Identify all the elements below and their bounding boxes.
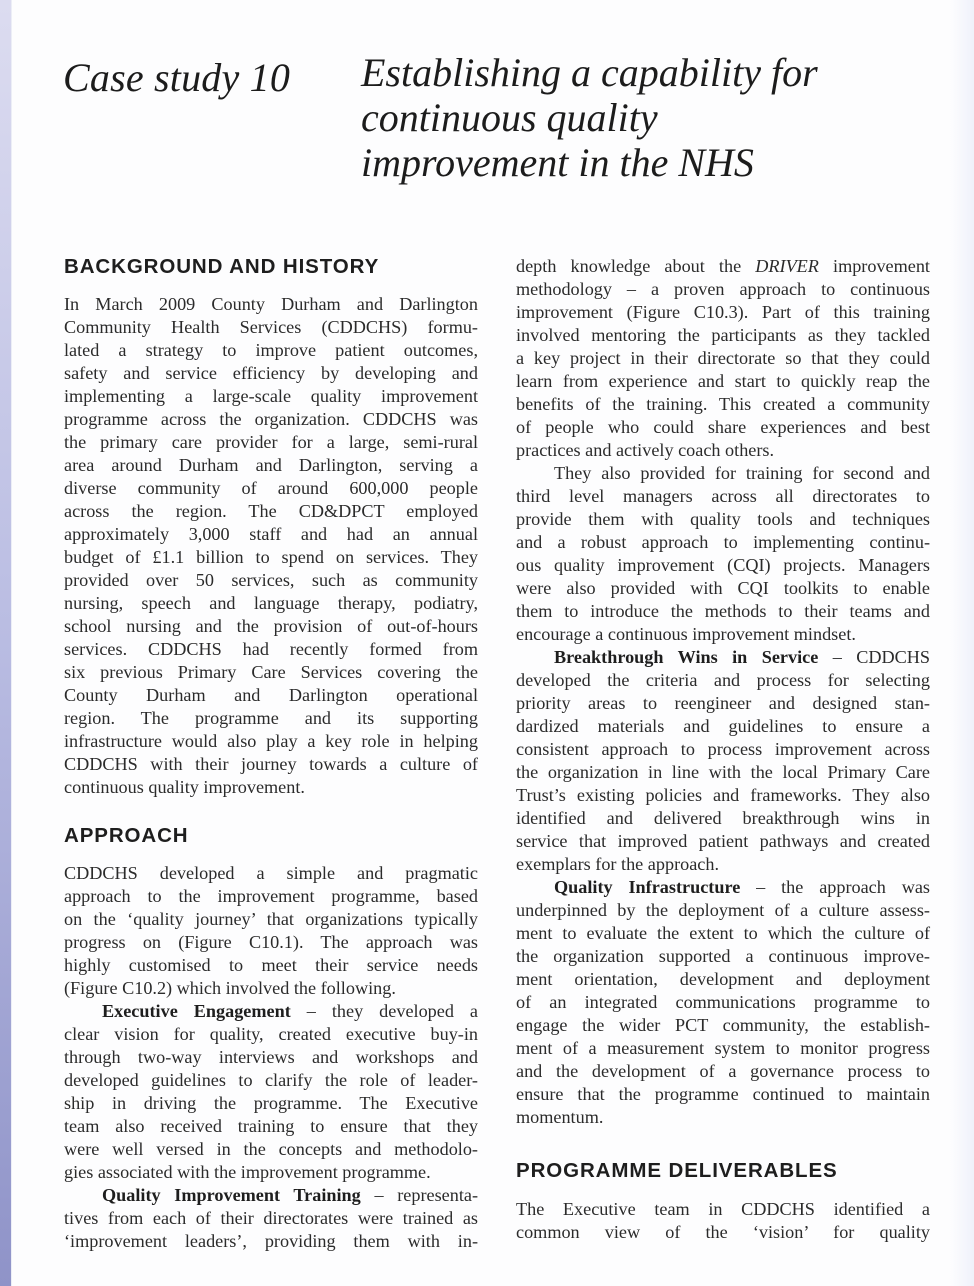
text-line: ship in driving the programme. The Executive xyxy=(64,1093,478,1113)
text-line: of an integrated communications programme to xyxy=(516,992,930,1012)
text-line: developed guidelines to clarify the role of leader- xyxy=(64,1070,478,1090)
driver-pre: depth knowledge about the xyxy=(516,256,756,276)
text-line: the primary care provider for a large, semi-rural xyxy=(64,432,478,452)
text-line: The Executive team in CDDCHS identified a xyxy=(516,1199,930,1219)
text-line: methodology – a proven approach to continuous xyxy=(516,279,930,299)
right-column xyxy=(516,0,930,1286)
text-line: Community Health Services (CDDCHS) formu- xyxy=(64,317,478,337)
text-line: team also received training to ensure that they xyxy=(64,1116,478,1136)
text-line: gies associated with the improvement programme. xyxy=(64,1162,431,1182)
text-line: safety and service efficiency by developing and xyxy=(64,363,478,383)
text-line xyxy=(64,1184,478,1207)
text-line xyxy=(516,646,930,669)
text-line: provided over 50 services, such as community xyxy=(64,570,478,590)
text-line: continuous quality improvement. xyxy=(64,777,305,797)
text-line: region. The programme and its supporting xyxy=(64,708,478,728)
text-line: diverse community of around 600,000 people xyxy=(64,478,478,498)
text-line: across the region. The CD&DPCT employed xyxy=(64,501,478,521)
text-line: ensure that the programme continued to maintain xyxy=(516,1084,930,1104)
text-line: six previous Primary Care Services covering the xyxy=(64,662,478,682)
text-line: consistent approach to process improvement across xyxy=(516,739,930,759)
text-line: budget of £1.1 billion to spend on services. They xyxy=(64,547,478,567)
text-line: identified and delivered breakthrough wins in xyxy=(516,808,930,828)
text-line: nursing, speech and language therapy, podiatry, xyxy=(64,593,478,613)
text-line: on the ‘quality journey’ that organizations typically xyxy=(64,909,478,929)
quality-infrastructure-lead: – the approach was xyxy=(740,877,930,897)
section-heading-deliverables: PROGRAMME DELIVERABLES xyxy=(516,1159,838,1182)
text-line: and a robust approach to implementing continu- xyxy=(516,532,930,552)
text-line: CDDCHS with their journey towards a culture of xyxy=(64,754,478,774)
executive-engagement-term: Executive Engagement xyxy=(102,1001,291,1021)
text-line: improvement (Figure C10.3). Part of this training xyxy=(516,302,930,322)
breakthrough-wins-lead: – CDDCHS xyxy=(818,647,931,667)
text-line: practices and actively coach others. xyxy=(516,440,775,460)
text-line: developed the criteria and process for selecting xyxy=(516,670,930,690)
section-heading-approach: APPROACH xyxy=(64,824,189,847)
text-line: implementing a large-scale quality improvement xyxy=(64,386,478,406)
text-line: encourage a continuous improvement mindset. xyxy=(516,624,856,644)
text-line: underpinned by the deployment of a culture assess- xyxy=(516,900,930,920)
text-line: ous quality improvement (CQI) projects. Managers xyxy=(516,555,930,575)
title-line: continuous quality xyxy=(361,95,658,140)
text-line: involved mentoring the participants as they tackled xyxy=(516,325,930,345)
text-line: County Durham and Darlington operational xyxy=(64,685,478,705)
text-line: (Figure C10.2) which involved the following. xyxy=(64,978,396,998)
text-line: were well versed in the concepts and methodolo- xyxy=(64,1139,478,1159)
text-line: approach to the improvement programme, based xyxy=(64,886,478,906)
left-column xyxy=(64,0,478,1286)
text-line: approximately 3,000 staff and had an annual xyxy=(64,524,478,544)
text-line: dardized materials and guidelines to ensure a xyxy=(516,716,930,736)
text-line: the organization in line with the local Primary Care xyxy=(516,762,930,782)
text-line: provide them with quality tools and techniques xyxy=(516,509,930,529)
text-line: services. CDDCHS had recently formed from xyxy=(64,639,478,659)
text-line xyxy=(516,876,930,899)
text-line: highly customised to meet their service needs xyxy=(64,955,478,975)
page-right-shade xyxy=(950,0,974,1286)
title-line: improvement in the NHS xyxy=(361,140,754,185)
text-line: tives from each of their directorates were trained as xyxy=(64,1208,478,1228)
text-line: Trust’s existing policies and frameworks. They also xyxy=(516,785,930,805)
quality-improvement-training-lead: – representa- xyxy=(360,1185,478,1205)
text-line: service that improved patient pathways and created xyxy=(516,831,930,851)
text-line: ment of a measurement system to monitor progress xyxy=(516,1038,930,1058)
text-line: ‘improvement leaders’, providing them with in- xyxy=(64,1231,478,1251)
text-line: momentum. xyxy=(516,1107,604,1127)
text-line: clear vision for quality, created executive buy-in xyxy=(64,1024,478,1044)
text-line: They also provided for training for second and xyxy=(554,463,930,483)
title-line: Establishing a capability for xyxy=(361,50,818,95)
text-line: ment to evaluate the extent to which the culture of xyxy=(516,923,930,943)
case-study-label: Case study 10 xyxy=(63,55,291,100)
text-line: programme across the organization. CDDCHS was xyxy=(64,409,478,429)
text-line: a key project in their directorate so that they could xyxy=(516,348,930,368)
text-line xyxy=(516,255,930,278)
page-edge-strip xyxy=(0,0,11,1286)
text-line: CDDCHS developed a simple and pragmatic xyxy=(64,863,478,883)
text-line: through two-way interviews and workshops and xyxy=(64,1047,478,1067)
text-line: In March 2009 County Durham and Darlington xyxy=(64,294,478,314)
text-line xyxy=(64,1000,478,1023)
text-line: exemplars for the approach. xyxy=(516,854,720,874)
text-line: and the development of a governance process to xyxy=(516,1061,930,1081)
text-line: third level managers across all directorates to xyxy=(516,486,930,506)
text-line: engage the wider PCT community, the establish- xyxy=(516,1015,930,1035)
text-line: infrastructure would also play a key role in helping xyxy=(64,731,478,751)
text-line: area around Durham and Darlington, serving a xyxy=(64,455,478,475)
page-edge-line xyxy=(11,0,12,1286)
driver-post: improvement xyxy=(818,256,930,276)
text-line: them to introduce the methods to their teams and xyxy=(516,601,930,621)
executive-engagement-lead: – they developed a xyxy=(290,1001,478,1021)
breakthrough-wins-term: Breakthrough Wins in Service xyxy=(554,647,819,667)
text-line: learn from experience and start to quickly reap the xyxy=(516,371,930,391)
text-line: lated a strategy to improve patient outcomes, xyxy=(64,340,478,360)
text-line: common view of the ‘vision’ for quality xyxy=(516,1222,930,1242)
text-line: school nursing and the provision of out-of-hours xyxy=(64,616,478,636)
text-line: of people who could share experiences and best xyxy=(516,417,930,437)
quality-improvement-training-term: Quality Improvement Training xyxy=(102,1185,361,1205)
text-line: ment orientation, development and deployment xyxy=(516,969,930,989)
text-line: progress on (Figure C10.1). The approach was xyxy=(64,932,478,952)
text-line: were also provided with CQI toolkits to enable xyxy=(516,578,930,598)
text-line: the organization supported a continuous improve- xyxy=(516,946,930,966)
text-line: priority areas to reengineer and designed stan- xyxy=(516,693,930,713)
text-line: benefits of the training. This created a community xyxy=(516,394,930,414)
quality-infrastructure-term: Quality Infrastructure xyxy=(554,877,741,897)
driver-methodology-name: DRIVER xyxy=(755,256,819,276)
section-heading-background: BACKGROUND AND HISTORY xyxy=(64,255,380,278)
